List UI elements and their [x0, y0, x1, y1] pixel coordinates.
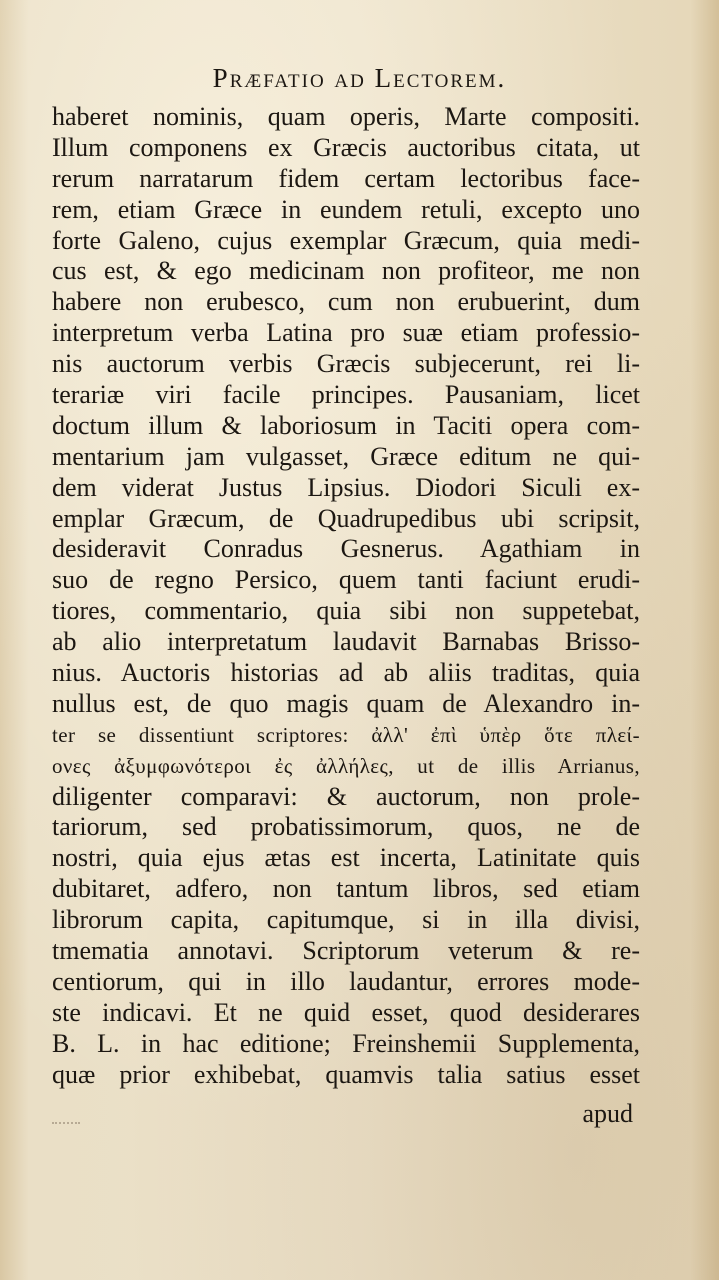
- text-line: diligenter comparavi: & auctorum, non prole-: [52, 781, 640, 811]
- text-line: rem, etiam Græce in eundem retuli, excepto uno: [52, 194, 640, 224]
- text-line: nullus est, de quo magis quam de Alexandro in-: [52, 688, 640, 718]
- text-line: haberet nominis, quam operis, Marte compositi.: [52, 102, 640, 131]
- text-line: nius. Auctoris historias ad ab aliis traditas, quia: [52, 658, 640, 688]
- text-line: forte Galeno, cujus exemplar Græcum, quia medi-: [52, 225, 640, 255]
- text-line: tmematia annotavi. Scriptorum veterum & re-: [52, 936, 640, 966]
- ink-smudge: [52, 1104, 80, 1124]
- text-line: habere non erubesco, cum non erubuerint, dum: [52, 287, 640, 317]
- text-line: dubitaret, adfero, non tantum libros, sed etiam: [52, 874, 640, 904]
- text-line: tiores, commentario, quia sibi non suppetebat,: [52, 596, 640, 626]
- running-header: Præfatio ad Lectorem.: [212, 63, 507, 93]
- text-line: quæ prior exhibebat, quamvis talia satius esset: [52, 1059, 640, 1089]
- text-line: terariæ viri facile principes. Pausaniam, licet: [52, 380, 640, 410]
- text-line: nis auctorum verbis Græcis subjecerunt, rei li-: [52, 349, 640, 379]
- text-line: centiorum, qui in illo laudantur, errores mode-: [52, 966, 640, 996]
- text-line: cus est, & ego medicinam non profiteor, me non: [52, 256, 640, 286]
- text-line: B. L. in hac editione; Freinshemii Supplementa,: [52, 1028, 640, 1058]
- text-line: rerum narratarum fidem certam lectoribus face-: [52, 163, 640, 193]
- text-line: ab alio interpretatum laudavit Barnabas Brisso-: [52, 627, 640, 657]
- catchword: apud: [582, 1099, 633, 1128]
- text-line: librorum capita, capitumque, si in illa divisi,: [52, 905, 640, 935]
- text-line: nostri, quia ejus ætas est incerta, Latinitate quis: [52, 843, 640, 873]
- text-line: tariorum, sed probatissimorum, quos, ne de: [52, 812, 640, 842]
- body-text: [52, 102, 640, 1091]
- text-line: emplar Græcum, de Quadrupedibus ubi scripsit,: [52, 503, 640, 533]
- text-line-greek: ter se dissentiunt scriptores: ἀλλ' ἐπὶ ὑπὲρ ὅτε πλεί-: [52, 722, 640, 747]
- text-line: Illum componens ex Græcis auctoribus citata, ut: [52, 132, 640, 162]
- text-line-greek: ονες ἀξυμφωνότεροι ἐς ἀλλήλες, ut de illis Arrianus,: [52, 753, 640, 778]
- text-line: mentarium jam vulgasset, Græce editum ne qui-: [52, 441, 640, 471]
- text-line: interpretum verba Latina pro suæ etiam professio-: [52, 318, 640, 348]
- text-line: suo de regno Persico, quem tanti faciunt erudi-: [52, 565, 640, 595]
- text-line: ste indicavi. Et ne quid esset, quod desiderares: [52, 997, 640, 1027]
- text-line: desideravit Conradus Gesnerus. Agathiam in: [52, 534, 640, 564]
- text-line: dem viderat Justus Lipsius. Diodori Siculi ex-: [52, 472, 640, 502]
- text-line: doctum illum & laboriosum in Taciti opera com-: [52, 410, 640, 440]
